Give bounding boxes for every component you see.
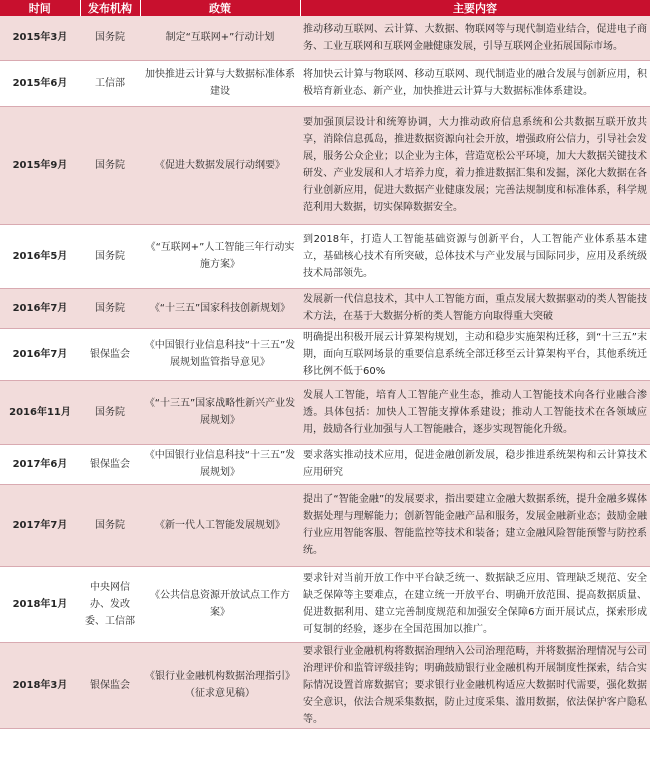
cell-time: 2018年1月 xyxy=(0,566,80,642)
cell-content: 要求银行业金融机构将数据治理纳入公司治理范畴，并将数据治理情况与公司治理评价和监管评级挂钩；明确鼓励银行业金融机构开展制度性探索，结合实际情况设置首席数据官；要求银行业金融机构适应大数据时代需要，强化数据安全意识，依法合规采集数据，防止过度采集、滥用数据，依法保护客户隐私等。 xyxy=(300,642,650,728)
cell-org: 工信部 xyxy=(80,60,140,106)
cell-org: 银保监会 xyxy=(80,444,140,484)
cell-org: 中央网信办、发改委、工信部 xyxy=(80,566,140,642)
cell-content: 要求针对当前开放工作中平台缺乏统一、数据缺乏应用、管理缺乏规范、安全缺乏保障等主要难点，在建立统一开放平台、明确开放范围、提高数据质量、促进数据利用、建立完善制度规范和加强安全保障6方面开展试点，探索形成可复制的经验，逐步在全国范围加以推广。 xyxy=(300,566,650,642)
table-row xyxy=(0,328,650,380)
table-row xyxy=(0,444,650,484)
cell-org: 国务院 xyxy=(80,380,140,444)
table-row xyxy=(0,642,650,728)
cell-content: 发展新一代信息技术，其中人工智能方面，重点发展大数据驱动的类人智能技术方法，在基于大数据分析的类人智能方向取得重大突破 xyxy=(300,288,650,328)
cell-time: 2017年7月 xyxy=(0,484,80,566)
cell-content: 提出了“智能金融”的发展要求，指出要建立金融大数据系统，提升金融多媒体数据处理与理解能力；创新智能金融产品和服务，发展金融新业态；鼓励金融行业应用智能客服、智能监控等技术和装备；建立金融风险智能预警与防控系统。 xyxy=(300,484,650,566)
cell-time: 2017年6月 xyxy=(0,444,80,484)
cell-policy: 《“互联网+”人工智能三年行动实施方案》 xyxy=(140,224,300,288)
table-row xyxy=(0,484,650,566)
cell-org: 国务院 xyxy=(80,106,140,224)
header-content: 主要内容 xyxy=(300,0,650,16)
cell-policy: 《中国银行业信息科技“十三五”发展规划》 xyxy=(140,444,300,484)
cell-time: 2016年11月 xyxy=(0,380,80,444)
cell-time: 2015年9月 xyxy=(0,106,80,224)
cell-content: 推动移动互联网、云计算、大数据、物联网等与现代制造业结合，促进电子商务、工业互联网和互联网金融健康发展，引导互联网企业拓展国际市场。 xyxy=(300,16,650,60)
cell-policy: 《银行业金融机构数据治理指引》（征求意见稿） xyxy=(140,642,300,728)
table-row xyxy=(0,288,650,328)
cell-content: 到2018年，打造人工智能基础资源与创新平台，人工智能产业体系基本建立，基础核心技术有所突破，总体技术与产业发展与国际同步，应用及系统级技术局部领先。 xyxy=(300,224,650,288)
table-row xyxy=(0,106,650,224)
cell-org: 国务院 xyxy=(80,484,140,566)
table-row xyxy=(0,60,650,106)
cell-time: 2015年6月 xyxy=(0,60,80,106)
cell-content: 发展人工智能，培育人工智能产业生态，推动人工智能技术向各行业融合渗透。具体包括：加快人工智能支撑体系建设；推动人工智能技术在各领域应用，鼓励各行业加强与人工智能融合，逐步实现智能化升级。 xyxy=(300,380,650,444)
cell-content: 要求落实推动技术应用，促进金融创新发展，稳步推进系统架构和云计算技术应用研究 xyxy=(300,444,650,484)
cell-time: 2016年7月 xyxy=(0,328,80,380)
cell-content: 要加强顶层设计和统筹协调，大力推动政府信息系统和公共数据互联开放共享，消除信息孤岛，推进数据资源向社会开放，增强政府公信力，引导社会发展，服务公众企业；以企业为主体，营造宽松公平环境，加大大数据关键技术研发、产业发展和人才培养力度，着力推进数据汇集和发掘，深化大数据在各行业创新应用，促进大数据产业健康发展；完善法规制度和标准体系，科学规范利用大数据，切实保障数据安全。 xyxy=(300,106,650,224)
table-row xyxy=(0,566,650,642)
cell-time: 2018年3月 xyxy=(0,642,80,728)
header-policy: 政策 xyxy=(140,0,300,16)
table-row xyxy=(0,16,650,60)
cell-org: 国务院 xyxy=(80,288,140,328)
cell-policy: 加快推进云计算与大数据标准体系建设 xyxy=(140,60,300,106)
table-row xyxy=(0,380,650,444)
cell-policy: 《公共信息资源开放试点工作方案》 xyxy=(140,566,300,642)
header-org: 发布机构 xyxy=(80,0,140,16)
table-row xyxy=(0,224,650,288)
cell-time: 2016年5月 xyxy=(0,224,80,288)
cell-org: 银保监会 xyxy=(80,328,140,380)
cell-policy: 《新一代人工智能发展规划》 xyxy=(140,484,300,566)
cell-policy: 《“十三五”国家科技创新规划》 xyxy=(140,288,300,328)
cell-content: 将加快云计算与物联网、移动互联网、现代制造业的融合发展与创新应用，积极培育新业态、新产业，加快推进云计算与大数据标准体系建设。 xyxy=(300,60,650,106)
cell-time: 2015年3月 xyxy=(0,16,80,60)
cell-time: 2016年7月 xyxy=(0,288,80,328)
cell-org: 银保监会 xyxy=(80,642,140,728)
header-row xyxy=(0,0,650,16)
cell-org: 国务院 xyxy=(80,224,140,288)
cell-policy: 制定“互联网+”行动计划 xyxy=(140,16,300,60)
cell-org: 国务院 xyxy=(80,16,140,60)
header-time: 时间 xyxy=(0,0,80,16)
cell-policy: 《中国银行业信息科技“十三五”发展规划监管指导意见》 xyxy=(140,328,300,380)
cell-policy: 《“十三五”国家战略性新兴产业发展规划》 xyxy=(140,380,300,444)
cell-content: 明确提出积极开展云计算架构规划，主动和稳步实施架构迁移，到“十三五”末期，面向互联网场景的重要信息系统全部迁移至云计算架构平台，其他系统迁移比例不低于60% xyxy=(300,328,650,380)
cell-policy: 《促进大数据发展行动纲要》 xyxy=(140,106,300,224)
